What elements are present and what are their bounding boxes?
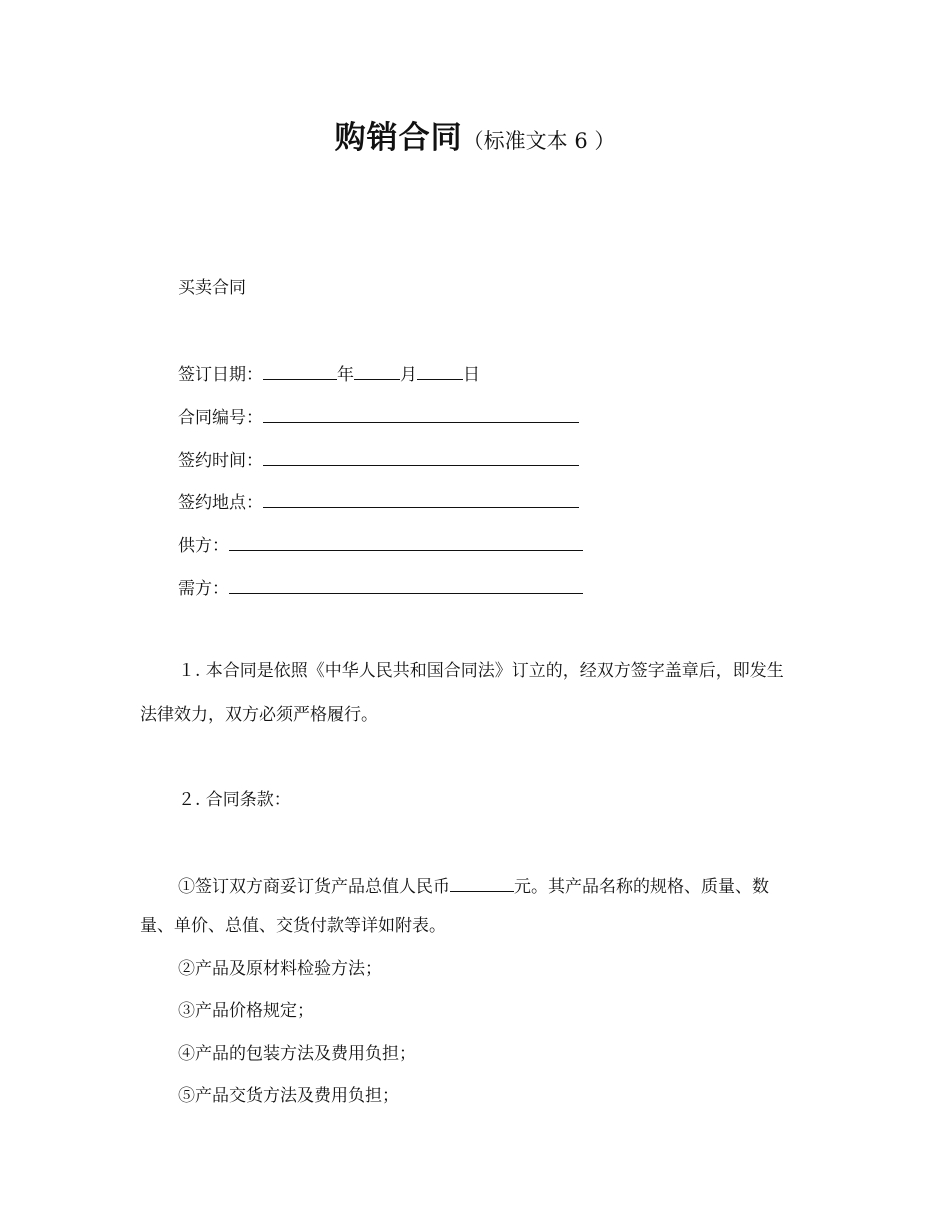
buyer-blank: [229, 575, 583, 594]
item5: ⑤产品交货方法及费用负担；: [178, 1086, 399, 1106]
supplier-label: 供方：: [178, 536, 229, 556]
year-label: 年: [337, 365, 354, 385]
sign-time-blank: [263, 447, 579, 466]
sign-place-blank: [263, 489, 579, 508]
title-sub: （标准文本 6 ）: [462, 129, 616, 153]
sign-time-row: [178, 447, 579, 473]
doc-type-label: 买卖合同: [178, 278, 246, 298]
total-value-blank: [450, 873, 514, 892]
item4: ④产品的包装方法及费用负担；: [178, 1044, 416, 1064]
item2: ②产品及原材料检验方法；: [178, 959, 382, 979]
buyer-row: [178, 575, 583, 601]
sign-place-label: 签约地点：: [178, 493, 263, 513]
clause1-line1: １. 本合同是依照《中华人民共和国合同法》订立的，经双方签字盖章后，即发生: [178, 661, 784, 681]
title-main: 购销合同: [334, 120, 463, 156]
supplier-blank: [229, 532, 583, 551]
item1-line1: [178, 873, 769, 899]
clause2-heading: ２. 合同条款：: [178, 790, 291, 810]
day-label: 日: [463, 365, 480, 385]
day-blank: [417, 361, 463, 380]
month-label: 月: [400, 365, 417, 385]
document-title: [0, 112, 950, 157]
contract-no-blank: [263, 404, 579, 423]
buyer-label: 需方：: [178, 579, 229, 599]
contract-no-label: 合同编号：: [178, 408, 263, 428]
supplier-row: [178, 532, 583, 558]
item1-line2: 量、单价、总值、交货付款等详如附表。: [140, 916, 446, 936]
sign-time-label: 签约时间：: [178, 451, 263, 471]
sign-date-row: [178, 361, 480, 387]
year-blank: [263, 361, 337, 380]
sign-place-row: [178, 489, 579, 515]
clause1-line2: 法律效力，双方必须严格履行。: [140, 705, 378, 725]
contract-no-row: [178, 404, 579, 430]
month-blank: [354, 361, 400, 380]
item1-post: 元。其产品名称的规格、质量、数: [514, 877, 769, 897]
item3: ③产品价格规定；: [178, 1001, 314, 1021]
sign-date-label: 签订日期：: [178, 365, 263, 385]
item1-pre: ①签订双方商妥订货产品总值人民币: [178, 877, 450, 897]
